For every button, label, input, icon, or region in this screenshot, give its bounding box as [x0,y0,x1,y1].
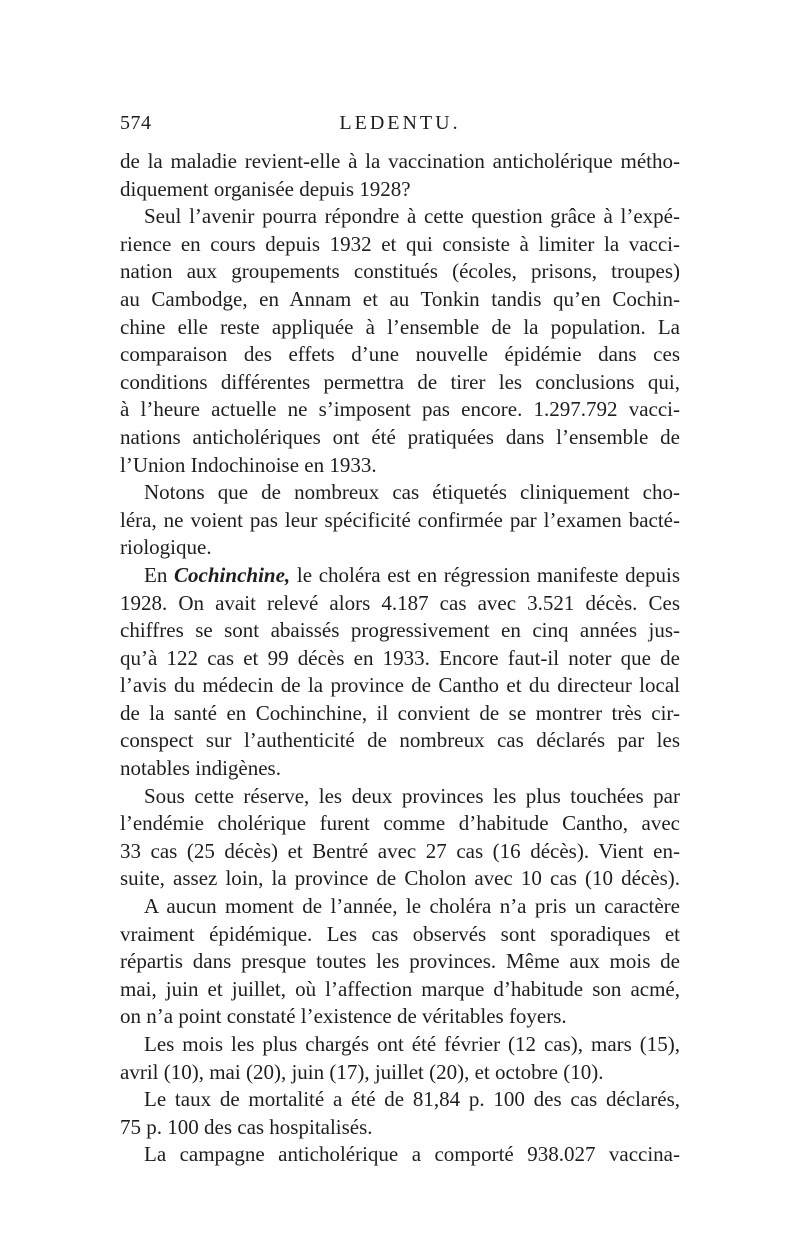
text-line: qu’à 122 cas et 99 décès en 1933. Encore faut-il noter que de [120,645,680,670]
text-line: nations anticholériques ont été pratiquées dans l’ensemble de [120,424,680,449]
text-line: de la santé en Cochinchine, il convient de se montrer très cir- [120,700,680,725]
text-segment: le choléra est en régression manifeste depuis [290,562,680,587]
text-segment: En [144,562,175,587]
text-line: Seul l’avenir pourra répondre à cette question grâce à l’expé- [144,204,680,229]
text-line: La campagne anticholérique a comporté 938.027 vaccina- [144,1142,680,1167]
text-line: l’Union Indochinoise en 1933. [120,452,377,477]
text-line: l’avis du médecin de la province de Cantho et du directeur local [120,673,680,698]
page-header [120,112,680,142]
text-line: Le taux de mortalité a été de 81,84 p. 100 des cas déclarés, [144,1087,680,1112]
text-line: chiffres se sont abaissés progressivement en cinq années jus- [120,618,680,643]
text-line: 75 p. 100 des cas hospitalisés. [120,1114,373,1139]
text-line: mai, juin et juillet, où l’affection marque d’habitude son acmé, [120,976,680,1001]
text-line: Notons que de nombreux cas étiquetés cliniquement cho- [144,480,680,505]
text-line: Sous cette réserve, les deux provinces les plus touchées par [144,783,680,808]
text-line: conditions différentes permettra de tirer les conclusions qui, [120,369,680,394]
italic-place-name: Cochinchine, [174,562,291,587]
text-line: répartis dans presque toutes les provinces. Même aux mois de [120,949,680,974]
text-line: 1928. On avait relevé alors 4.187 cas avec 3.521 décès. Ces [120,590,680,615]
text-line: conspect sur l’authenticité de nombreux cas déclarés par les [120,728,680,753]
text-line: on n’a point constaté l’existence de véritables foyers. [120,1004,567,1029]
text-line: 33 cas (25 décès) et Bentré avec 27 cas (16 décès). Vient en- [120,838,680,863]
text-line: vraiment épidémique. Les cas observés sont sporadiques et [120,921,680,946]
body-text [120,148,680,1169]
text-line: à l’heure actuelle ne s’imposent pas encore. 1.297.792 vacci- [120,397,680,422]
text-line: suite, assez loin, la province de Cholon avec 10 cas (10 décès). [120,866,680,891]
page-number: 574 [120,112,152,134]
text-line: au Cambodge, en Annam et au Tonkin tandis qu’en Cochin- [120,286,680,311]
text-line: nation aux groupements constitués (écoles, prisons, troupes) [120,259,680,284]
text-line [120,562,680,590]
running-head: LEDENTU. [339,112,461,134]
text-line: rience en cours depuis 1932 et qui consiste à limiter la vacci- [120,231,680,256]
text-line: riologique. [120,535,212,560]
text-line: léra, ne voient pas leur spécificité confirmée par l’examen bacté- [120,507,680,532]
text-line: notables indigènes. [120,756,281,781]
text-line: avril (10), mai (20), juin (17), juillet (20), et octobre (10). [120,1059,604,1084]
text-line: l’endémie cholérique furent comme d’habitude Cantho, avec [120,811,680,836]
text-line: chine elle reste appliquée à l’ensemble de la population. La [120,314,680,339]
text-line: Les mois les plus chargés ont été février (12 cas), mars (15), [144,1032,680,1056]
text-line: diquement organisée depuis 1928? [120,176,411,201]
text-line: A aucun moment de l’année, le choléra n’a pris un caractère [144,894,680,919]
text-line: comparaison des effets d’une nouvelle épidémie dans ces [120,342,680,367]
text-line: de la maladie revient-elle à la vaccination anticholérique métho- [120,149,680,173]
